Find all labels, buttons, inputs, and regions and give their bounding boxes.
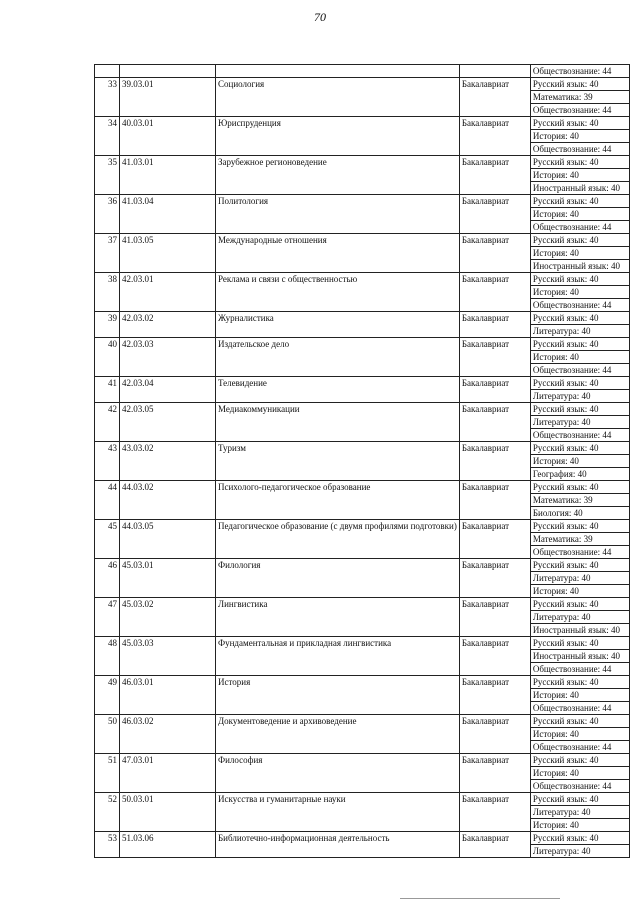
program-code-cell: 47.03.01 bbox=[120, 754, 216, 793]
program-name-cell: Реклама и связи с общественностью bbox=[216, 273, 460, 312]
admission-table bbox=[94, 64, 630, 858]
subject-score-cell: История: 40 bbox=[530, 169, 629, 182]
row-number-cell: 42 bbox=[95, 403, 120, 442]
subject-score-cell: Русский язык: 40 bbox=[530, 676, 629, 689]
row-number-cell: 40 bbox=[95, 338, 120, 377]
program-name-cell: Журналистика bbox=[216, 312, 460, 338]
subject-score-cell: Литература: 40 bbox=[530, 390, 629, 403]
subject-score-cell: Иностранный язык: 40 bbox=[530, 624, 629, 637]
program-name-cell: Педагогическое образование (с двумя профилями подготовки) bbox=[216, 520, 460, 559]
subject-score-cell: Литература: 40 bbox=[530, 611, 629, 624]
program-code-cell: 50.03.01 bbox=[120, 793, 216, 832]
program-name-cell: Медиакоммуникации bbox=[216, 403, 460, 442]
program-name-cell: Туризм bbox=[216, 442, 460, 481]
table-row bbox=[95, 117, 630, 130]
table-row bbox=[95, 442, 630, 455]
row-number-cell: 47 bbox=[95, 598, 120, 637]
program-code-cell: 46.03.02 bbox=[120, 715, 216, 754]
subject-score-cell: Биология: 40 bbox=[530, 507, 629, 520]
page-number: 70 bbox=[314, 10, 326, 24]
program-code-cell: 39.03.01 bbox=[120, 78, 216, 117]
subject-score-cell: Литература: 40 bbox=[530, 806, 629, 819]
program-code-cell: 42.03.02 bbox=[120, 312, 216, 338]
row-number-cell: 37 bbox=[95, 234, 120, 273]
program-name-cell: Издательское дело bbox=[216, 338, 460, 377]
education-level-cell: Бакалавриат bbox=[459, 338, 530, 377]
row-number-cell bbox=[95, 65, 120, 78]
subject-score-cell: Литература: 40 bbox=[530, 572, 629, 585]
table-row-continuation bbox=[95, 65, 630, 78]
row-number-cell: 45 bbox=[95, 520, 120, 559]
program-code-cell: 45.03.03 bbox=[120, 637, 216, 676]
subject-score-cell: Русский язык: 40 bbox=[530, 312, 629, 325]
program-code-cell: 44.03.05 bbox=[120, 520, 216, 559]
subject-score-cell: Русский язык: 40 bbox=[530, 598, 629, 611]
program-name-cell: Политология bbox=[216, 195, 460, 234]
table-row bbox=[95, 715, 630, 728]
subject-score-cell: Русский язык: 40 bbox=[530, 403, 629, 416]
subject-score-cell: Русский язык: 40 bbox=[530, 832, 629, 845]
subject-score-cell: Обществознание: 44 bbox=[530, 702, 629, 715]
program-code-cell: 46.03.01 bbox=[120, 676, 216, 715]
table-row bbox=[95, 832, 630, 845]
subject-score-cell: Обществознание: 44 bbox=[530, 299, 629, 312]
program-name-cell: Фундаментальная и прикладная лингвистика bbox=[216, 637, 460, 676]
program-name-cell: Международные отношения bbox=[216, 234, 460, 273]
subject-score-cell: Обществознание: 44 bbox=[530, 429, 629, 442]
subject-score-cell: Обществознание: 44 bbox=[530, 663, 629, 676]
subject-score-cell: Обществознание: 44 bbox=[530, 780, 629, 793]
education-level-cell: Бакалавриат bbox=[459, 481, 530, 520]
education-level-cell: Бакалавриат bbox=[459, 377, 530, 403]
subject-score-cell: Русский язык: 40 bbox=[530, 156, 629, 169]
program-code-cell: 42.03.03 bbox=[120, 338, 216, 377]
subject-score-cell: Русский язык: 40 bbox=[530, 793, 629, 806]
education-level-cell: Бакалавриат bbox=[459, 637, 530, 676]
row-number-cell: 41 bbox=[95, 377, 120, 403]
table-row bbox=[95, 559, 630, 572]
education-level-cell bbox=[459, 65, 530, 78]
education-level-cell: Бакалавриат bbox=[459, 715, 530, 754]
table-row bbox=[95, 377, 630, 390]
subject-score-cell: История: 40 bbox=[530, 130, 629, 143]
subject-score-cell: Русский язык: 40 bbox=[530, 637, 629, 650]
program-code-cell: 40.03.01 bbox=[120, 117, 216, 156]
program-name-cell: Библиотечно-информационная деятельность bbox=[216, 832, 460, 858]
program-name-cell: Лингвистика bbox=[216, 598, 460, 637]
program-name-cell: Психолого-педагогическое образование bbox=[216, 481, 460, 520]
education-level-cell: Бакалавриат bbox=[459, 442, 530, 481]
subject-score-cell: Литература: 40 bbox=[530, 845, 629, 858]
subject-score-cell: Литература: 40 bbox=[530, 325, 629, 338]
education-level-cell: Бакалавриат bbox=[459, 234, 530, 273]
program-name-cell: История bbox=[216, 676, 460, 715]
education-level-cell: Бакалавриат bbox=[459, 520, 530, 559]
subject-score-cell: Русский язык: 40 bbox=[530, 78, 629, 91]
row-number-cell: 52 bbox=[95, 793, 120, 832]
table-row bbox=[95, 312, 630, 325]
education-level-cell: Бакалавриат bbox=[459, 403, 530, 442]
subject-score-cell: Русский язык: 40 bbox=[530, 377, 629, 390]
row-number-cell: 51 bbox=[95, 754, 120, 793]
program-code-cell: 42.03.05 bbox=[120, 403, 216, 442]
education-level-cell: Бакалавриат bbox=[459, 676, 530, 715]
table-row bbox=[95, 338, 630, 351]
subject-score-cell: История: 40 bbox=[530, 819, 629, 832]
subject-score-cell: Математика: 39 bbox=[530, 533, 629, 546]
program-name-cell: Зарубежное регионоведение bbox=[216, 156, 460, 195]
subject-score-cell: Обществознание: 44 bbox=[530, 104, 629, 117]
table-row bbox=[95, 195, 630, 208]
subject-score-cell: Иностранный язык: 40 bbox=[530, 650, 629, 663]
table-body bbox=[95, 65, 630, 858]
table-row bbox=[95, 676, 630, 689]
subject-score-cell: Обществознание: 44 bbox=[530, 65, 629, 78]
program-code-cell: 42.03.04 bbox=[120, 377, 216, 403]
subject-score-cell: Русский язык: 40 bbox=[530, 520, 629, 533]
program-name-cell: Философия bbox=[216, 754, 460, 793]
subject-score-cell: Обществознание: 44 bbox=[530, 741, 629, 754]
table-row bbox=[95, 598, 630, 611]
program-code-cell: 45.03.01 bbox=[120, 559, 216, 598]
education-level-cell: Бакалавриат bbox=[459, 312, 530, 338]
education-level-cell: Бакалавриат bbox=[459, 559, 530, 598]
program-code-cell: 41.03.01 bbox=[120, 156, 216, 195]
table-row bbox=[95, 481, 630, 494]
table-row bbox=[95, 78, 630, 91]
education-level-cell: Бакалавриат bbox=[459, 598, 530, 637]
education-level-cell: Бакалавриат bbox=[459, 793, 530, 832]
subject-score-cell: Литература: 40 bbox=[530, 416, 629, 429]
education-level-cell: Бакалавриат bbox=[459, 273, 530, 312]
row-number-cell: 44 bbox=[95, 481, 120, 520]
program-code-cell: 41.03.05 bbox=[120, 234, 216, 273]
education-level-cell: Бакалавриат bbox=[459, 754, 530, 793]
subject-score-cell: История: 40 bbox=[530, 585, 629, 598]
subject-score-cell: География: 40 bbox=[530, 468, 629, 481]
subject-score-cell: Русский язык: 40 bbox=[530, 442, 629, 455]
subject-score-cell: Русский язык: 40 bbox=[530, 715, 629, 728]
row-number-cell: 35 bbox=[95, 156, 120, 195]
row-number-cell: 39 bbox=[95, 312, 120, 338]
subject-score-cell: Обществознание: 44 bbox=[530, 143, 629, 156]
subject-score-cell: Русский язык: 40 bbox=[530, 234, 629, 247]
subject-score-cell: Русский язык: 40 bbox=[530, 273, 629, 286]
row-number-cell: 34 bbox=[95, 117, 120, 156]
subject-score-cell: Иностранный язык: 40 bbox=[530, 260, 629, 273]
subject-score-cell: Математика: 39 bbox=[530, 494, 629, 507]
program-code-cell: 44.03.02 bbox=[120, 481, 216, 520]
subject-score-cell: Иностранный язык: 40 bbox=[530, 182, 629, 195]
table-row bbox=[95, 156, 630, 169]
row-number-cell: 46 bbox=[95, 559, 120, 598]
row-number-cell: 48 bbox=[95, 637, 120, 676]
subject-score-cell: Русский язык: 40 bbox=[530, 195, 629, 208]
subject-score-cell: История: 40 bbox=[530, 351, 629, 364]
subject-score-cell: История: 40 bbox=[530, 728, 629, 741]
program-name-cell: Социология bbox=[216, 78, 460, 117]
table-row bbox=[95, 234, 630, 247]
subject-score-cell: Обществознание: 44 bbox=[530, 221, 629, 234]
row-number-cell: 36 bbox=[95, 195, 120, 234]
education-level-cell: Бакалавриат bbox=[459, 117, 530, 156]
education-level-cell: Бакалавриат bbox=[459, 195, 530, 234]
program-name-cell: Филология bbox=[216, 559, 460, 598]
table-row bbox=[95, 403, 630, 416]
table-row bbox=[95, 754, 630, 767]
row-number-cell: 49 bbox=[95, 676, 120, 715]
subject-score-cell: Русский язык: 40 bbox=[530, 559, 629, 572]
program-name-cell: Документоведение и архивоведение bbox=[216, 715, 460, 754]
subject-score-cell: Русский язык: 40 bbox=[530, 117, 629, 130]
program-code-cell: 43.03.02 bbox=[120, 442, 216, 481]
program-name-cell: Телевидение bbox=[216, 377, 460, 403]
row-number-cell: 50 bbox=[95, 715, 120, 754]
program-name-cell: Юриспруденция bbox=[216, 117, 460, 156]
education-level-cell: Бакалавриат bbox=[459, 78, 530, 117]
subject-score-cell: Русский язык: 40 bbox=[530, 754, 629, 767]
table-row bbox=[95, 520, 630, 533]
program-code-cell: 45.03.02 bbox=[120, 598, 216, 637]
subject-score-cell: Математика: 39 bbox=[530, 91, 629, 104]
education-level-cell: Бакалавриат bbox=[459, 832, 530, 858]
table-row bbox=[95, 273, 630, 286]
program-name-cell bbox=[216, 65, 460, 78]
row-number-cell: 53 bbox=[95, 832, 120, 858]
program-code-cell: 41.03.04 bbox=[120, 195, 216, 234]
program-code-cell: 42.03.01 bbox=[120, 273, 216, 312]
row-number-cell: 43 bbox=[95, 442, 120, 481]
scan-artifact-line bbox=[400, 898, 560, 899]
subject-score-cell: Русский язык: 40 bbox=[530, 338, 629, 351]
subject-score-cell: История: 40 bbox=[530, 455, 629, 468]
row-number-cell: 38 bbox=[95, 273, 120, 312]
program-name-cell: Искусства и гуманитарные науки bbox=[216, 793, 460, 832]
subject-score-cell: История: 40 bbox=[530, 689, 629, 702]
subject-score-cell: Обществознание: 44 bbox=[530, 364, 629, 377]
subject-score-cell: История: 40 bbox=[530, 286, 629, 299]
subject-score-cell: История: 40 bbox=[530, 767, 629, 780]
subject-score-cell: История: 40 bbox=[530, 247, 629, 260]
row-number-cell: 33 bbox=[95, 78, 120, 117]
table-row bbox=[95, 793, 630, 806]
subject-score-cell: Русский язык: 40 bbox=[530, 481, 629, 494]
table-row bbox=[95, 637, 630, 650]
program-code-cell bbox=[120, 65, 216, 78]
program-code-cell: 51.03.06 bbox=[120, 832, 216, 858]
subject-score-cell: Обществознание: 44 bbox=[530, 546, 629, 559]
education-level-cell: Бакалавриат bbox=[459, 156, 530, 195]
subject-score-cell: История: 40 bbox=[530, 208, 629, 221]
